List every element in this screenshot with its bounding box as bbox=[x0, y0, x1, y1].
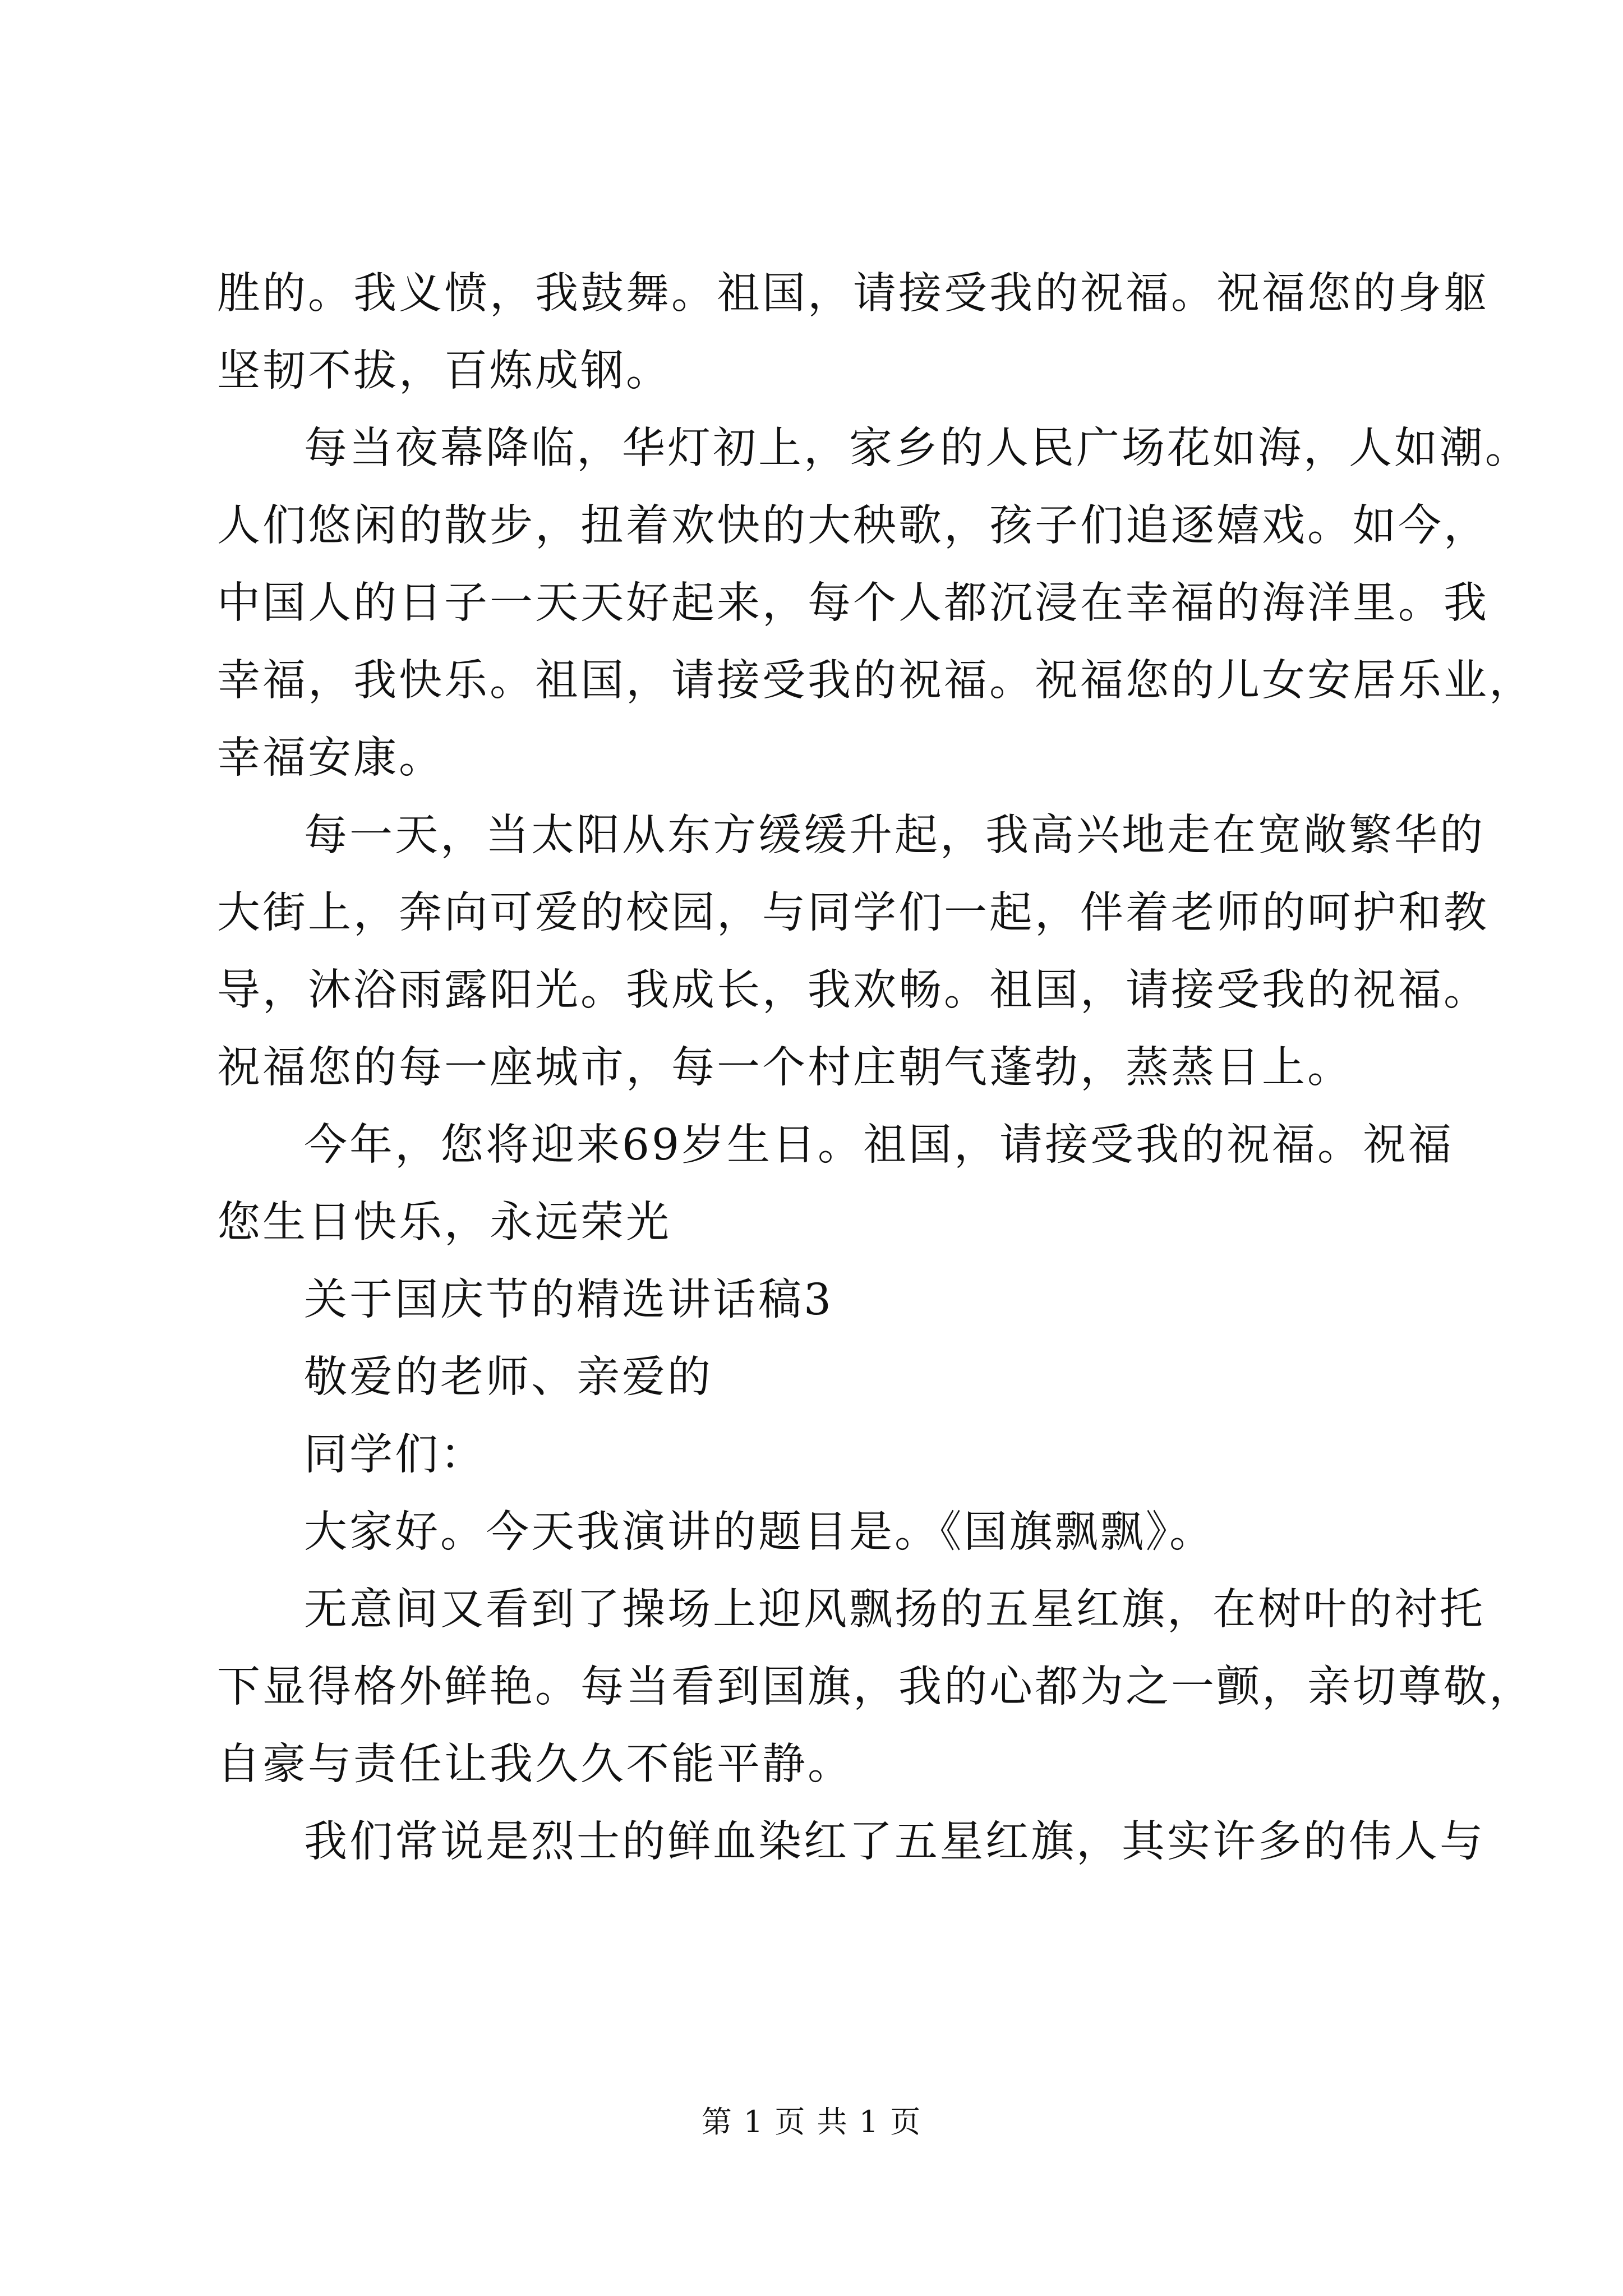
text-line: 下显得格外鲜艳。每当看到国旗，我的心都为之一颤，亲切尊敬， bbox=[217, 1662, 1534, 1712]
page-number-footer: 第 1 页 共 1 页 bbox=[701, 2104, 922, 2139]
section-heading: 关于国庆节的精选讲话稿3 bbox=[304, 1275, 833, 1325]
text-line: 导，沐浴雨露阳光。我成长，我欢畅。祖国，请接受我的祝福。 bbox=[217, 965, 1489, 1015]
text-line: 坚韧不拔，百炼成钢。 bbox=[217, 346, 671, 396]
text-line: 我们常说是烈士的鲜血染红了五星红旗，其实许多的伟人与 bbox=[304, 1817, 1485, 1867]
document-body bbox=[217, 255, 1534, 1881]
text-line: 胜的。我义愤，我鼓舞。祖国，请接受我的祝福。祝福您的身躯 bbox=[217, 269, 1489, 319]
text-line: 人们悠闲的散步，扭着欢快的大秧歌，孩子们追逐嬉戏。如今， bbox=[217, 501, 1489, 551]
text-line: 自豪与责任让我久久不能平静。 bbox=[217, 1740, 853, 1789]
text-line: 幸福安康。 bbox=[217, 733, 444, 783]
text-line: 大家好。今天我演讲的题目是。《国旗飘飘》。 bbox=[304, 1507, 1215, 1557]
text-line: 今年，您将迎来69岁生日。祖国，请接受我的祝福。祝福 bbox=[304, 1120, 1454, 1170]
text-line: 每一天，当太阳从东方缓缓升起，我高兴地走在宽敞繁华的 bbox=[304, 811, 1485, 861]
text-line: 大街上，奔向可爱的校园，与同学们一起，伴着老师的呵护和教 bbox=[217, 888, 1489, 938]
salutation-line: 同学们： bbox=[304, 1430, 486, 1480]
text-line: 每当夜幕降临，华灯初上，家乡的人民广场花如海，人如潮。 bbox=[304, 424, 1530, 473]
text-line: 幸福，我快乐。祖国，请接受我的祝福。祝福您的儿女安居乐业， bbox=[217, 656, 1534, 706]
text-line: 中国人的日子一天天好起来，每个人都沉浸在幸福的海洋里。我 bbox=[217, 578, 1489, 628]
text-line: 祝福您的每一座城市，每一个村庄朝气蓬勃，蒸蒸日上。 bbox=[217, 1043, 1353, 1093]
salutation-line: 敬爱的老师、亲爱的 bbox=[304, 1352, 713, 1402]
text-line: 您生日快乐，永远荣光 bbox=[217, 1198, 671, 1248]
text-line: 无意间又看到了操场上迎风飘扬的五星红旗，在树叶的衬托 bbox=[304, 1585, 1485, 1635]
